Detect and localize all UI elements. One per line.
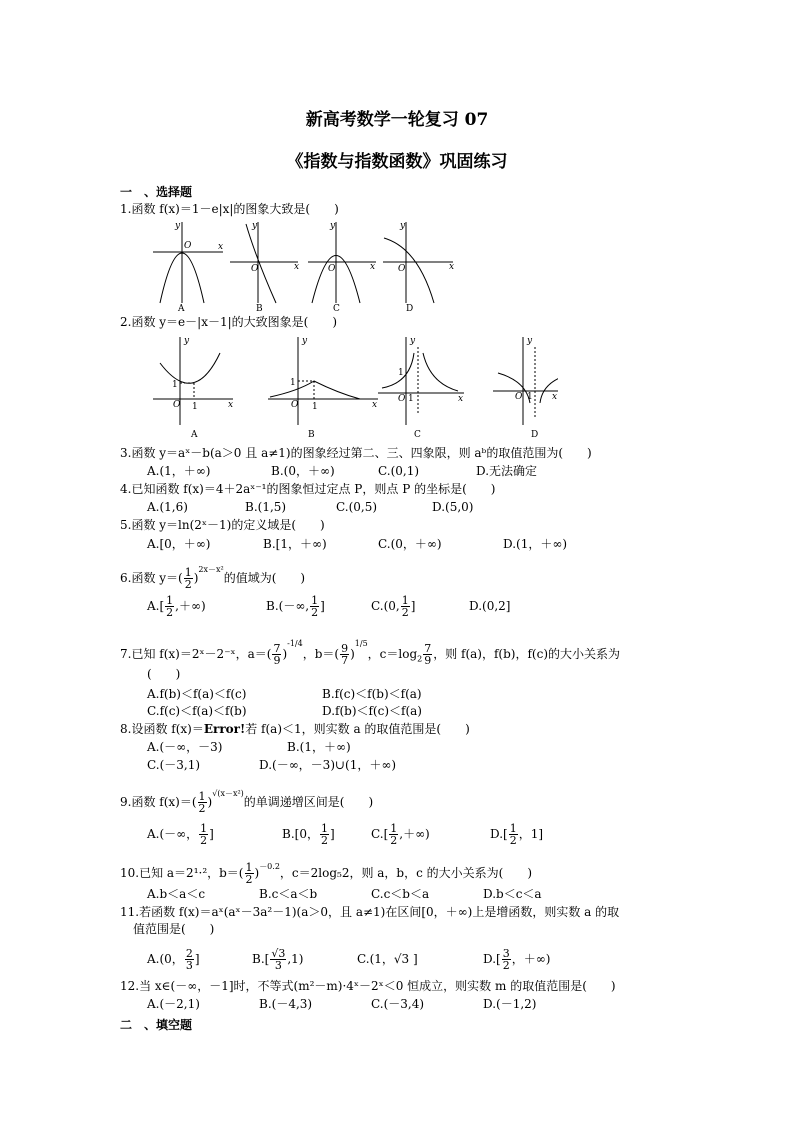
q7-option-c[interactable]: C.f(c)＜f(a)＜f(b) (147, 704, 247, 718)
q10-stem: 10.已知 a＝2¹·²，b＝( $\frac{1}{2}$ )$^{-0.2}$，c＝2log₅2，则 a，b，c 的大小关系为( ) (120, 861, 533, 886)
q2-label-d: D (531, 430, 539, 440)
svg-text:x: x (458, 394, 464, 404)
q9-option-c[interactable]: C.[ $\frac{1}{2}$ ,＋∞) (371, 822, 430, 847)
q6-option-a[interactable]: A.[ $\frac{1}{2}$ ,＋∞) (147, 594, 206, 619)
svg-text:y: y (302, 336, 308, 346)
q12-option-b[interactable]: B.(－4,3) (259, 997, 313, 1011)
q5-option-b[interactable]: B.[1，＋∞) (263, 537, 327, 551)
q4-option-d[interactable]: D.(5,0) (432, 500, 474, 514)
q7-option-b[interactable]: B.f(c)＜f(b)＜f(a) (322, 687, 422, 701)
q9-option-d[interactable]: D.[ $\frac{1}{2}$ ，1] (490, 822, 544, 847)
q2-label-b: B (308, 430, 315, 440)
q1-label-a: A (178, 304, 185, 312)
q5-option-d[interactable]: D.(1，＋∞) (503, 537, 568, 551)
svg-text:x: x (218, 242, 224, 252)
q10-option-c[interactable]: C.c＜b＜a (371, 887, 430, 901)
svg-text:x: x (228, 400, 234, 410)
q5-option-c[interactable]: C.(0，＋∞) (378, 537, 442, 551)
svg-text:1: 1 (192, 402, 198, 412)
svg-text:1: 1 (312, 402, 318, 412)
q10-option-d[interactable]: D.b＜c＜a (483, 887, 542, 901)
q5-option-a[interactable]: A.[0，＋∞) (147, 537, 211, 551)
svg-text:x: x (552, 392, 558, 402)
svg-text:O: O (291, 400, 299, 410)
q9-option-a[interactable]: A.(－∞， $\frac{1}{2}$ ] (147, 822, 214, 847)
q10-option-b[interactable]: B.c＜a＜b (259, 887, 318, 901)
q6-option-c[interactable]: C.(0, $\frac{1}{2}$ ] (371, 594, 416, 619)
q3-option-a[interactable]: A.(1，＋∞) (147, 464, 211, 478)
svg-text:x: x (372, 400, 378, 410)
svg-text:x: x (370, 262, 376, 272)
svg-text:O: O (515, 392, 523, 402)
svg-text:1: 1 (527, 392, 533, 402)
q8-option-a[interactable]: A.(－∞，－3) (147, 740, 223, 754)
q12-option-c[interactable]: C.(－3,4) (371, 997, 425, 1011)
q3-option-d[interactable]: D.无法确定 (476, 464, 538, 478)
q3-option-c[interactable]: C.(0,1) (378, 464, 420, 478)
svg-text:O: O (184, 241, 192, 251)
svg-text:y: y (252, 221, 258, 231)
q10-option-a[interactable]: A.b＜a＜c (147, 887, 206, 901)
q6-stem: 6.函数 y＝( $\frac{1}{2}$ )$^{2x-x^2}$的值域为( ) (120, 565, 306, 591)
q2-label-c: C (414, 430, 421, 440)
q7-option-d[interactable]: D.f(b)＜f(c)＜f(a) (322, 704, 422, 718)
q8-option-b[interactable]: B.(1，＋∞) (287, 740, 351, 754)
svg-text:O: O (398, 264, 406, 274)
svg-text:y: y (184, 336, 190, 346)
q11-option-d[interactable]: D.[ $\frac{3}{2}$ ，＋∞) (483, 947, 551, 972)
svg-text:O: O (328, 264, 336, 274)
svg-text:1: 1 (408, 394, 414, 404)
svg-text:O: O (173, 400, 181, 410)
svg-text:x: x (449, 262, 455, 272)
q5-stem: 5.函数 y＝ln(2ˣ－1)的定义域是( ) (120, 518, 325, 532)
section-heading-fill: 二 、填空题 (120, 1018, 193, 1032)
svg-text:y: y (330, 221, 336, 231)
q7-stem: 7.已知 f(x)＝2ˣ－2⁻ˣ，a＝( $\frac{7}{9}$ )$^{-1/4}$，b＝( $\frac{9}{7}$ )$^{1/5}$，$c=\log_2$ $\frac{7}{9}$ ，则 f(a)，f(b)，f(c)的大小关系为 (120, 639, 621, 667)
q8-stem: 8.设函数 f(x)＝Error!若 f(a)＜1，则实数 a 的取值范围是( ) (120, 722, 470, 736)
svg-text:O: O (251, 264, 259, 274)
q4-stem: 4.已知函数 f(x)＝4＋2aˣ⁻¹的图象恒过定点 P，则点 P 的坐标是( ) (120, 482, 496, 496)
q2-stem: 2.函数 y＝e－|x－1|的大致图象是( ) (120, 315, 337, 329)
q1-stem: 1.函数 f(x)＝1－e|x|的图象大致是( ) (120, 202, 339, 216)
q8-option-d[interactable]: D.(－∞，－3)∪(1，＋∞) (259, 758, 397, 772)
svg-text:x: x (294, 262, 300, 272)
svg-text:y: y (400, 221, 406, 231)
svg-text:1: 1 (290, 378, 296, 388)
q11-option-a[interactable]: A.(0， $\frac{2}{3}$ ] (147, 947, 200, 972)
page-title: 新高考数学一轮复习 07 (305, 110, 489, 130)
q11-option-b[interactable]: B.[ $\frac{√3}{3}$ ,1) (252, 947, 304, 972)
q11-stem-line1: 11.若函数 f(x)＝aˣ(aˣ－3a²－1)(a＞0，且 a≠1)在区间[0，＋∞)上是增函数，则实数 a 的取 (120, 905, 620, 919)
q1-figure (148, 218, 458, 312)
svg-text:1: 1 (172, 380, 178, 390)
q11-stem-line2: 值范围是( ) (133, 922, 215, 936)
q3-stem: 3.函数 y＝aˣ－b(a＞0 且 a≠1)的图象经过第二、三、四象限，则 aᵇ的取值范围为( ) (120, 446, 592, 460)
q7-paren: ( ) (147, 667, 181, 681)
svg-text:y: y (175, 221, 181, 231)
svg-text:1: 1 (398, 368, 404, 378)
q8-option-c[interactable]: C.(－3,1) (147, 758, 201, 772)
q1-label-c: C (333, 304, 340, 312)
q12-stem: 12.当 x∈(－∞，－1]时，不等式(m²－m)·4ˣ－2ˣ＜0 恒成立，则实数 m 的取值范围是( ) (120, 979, 616, 993)
q12-option-d[interactable]: D.(－1,2) (483, 997, 537, 1011)
q7-option-a[interactable]: A.f(b)＜f(a)＜f(c) (147, 687, 247, 701)
page-subtitle: 《指数与指数函数》巩固练习 (286, 152, 508, 172)
q9-option-b[interactable]: B.[0， $\frac{1}{2}$ ] (282, 822, 335, 847)
q4-option-c[interactable]: C.(0,5) (336, 500, 378, 514)
svg-text:y: y (410, 336, 416, 346)
section-heading-choice: 一 、选择题 (120, 185, 193, 199)
q3-option-b[interactable]: B.(0，＋∞) (271, 464, 335, 478)
q12-option-a[interactable]: A.(－2,1) (147, 997, 200, 1011)
q2-figure (148, 333, 558, 441)
q2-label-a: A (191, 430, 198, 440)
q1-label-d: D (406, 304, 414, 312)
q9-stem: 9.函数 f(x)＝( $\frac{1}{2}$ )$^{√(x-x^2)}$的单调递增区间是( ) (120, 789, 374, 815)
q1-label-b: B (256, 304, 263, 312)
q6-option-d[interactable]: D.(0,2] (469, 599, 511, 613)
q11-option-c[interactable]: C.(1，√3 ] (357, 952, 418, 966)
q4-option-a[interactable]: A.(1,6) (147, 500, 188, 514)
svg-text:y: y (527, 336, 533, 346)
svg-text:O: O (398, 394, 406, 404)
q6-option-b[interactable]: B.(－∞, $\frac{1}{2}$ ] (266, 594, 325, 619)
q4-option-b[interactable]: B.(1,5) (245, 500, 287, 514)
